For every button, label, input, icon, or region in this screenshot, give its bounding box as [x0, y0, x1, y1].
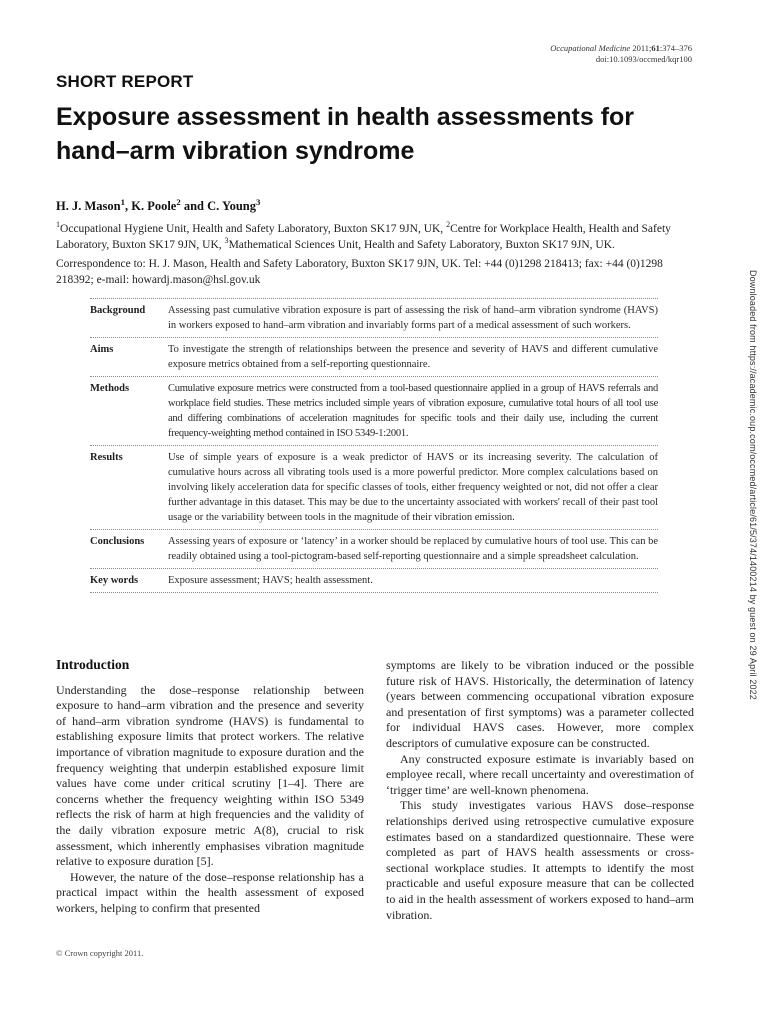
affiliation-text: Occupational Hygiene Unit, Health and Safety Laboratory, Buxton SK17 9JN, UK, [60, 223, 447, 235]
author-separator: and [180, 199, 208, 213]
author-2 [131, 196, 208, 213]
download-watermark: Downloaded from https://academic.oup.com/occmed/article/61/5/374/1400214 by guest on 29 April 2022 [748, 270, 758, 700]
article-title: Exposure assessment in health assessments for hand–arm vibration syndrome [56, 103, 635, 165]
paragraph: However, the nature of the dose–response relationship has a practical impact within the health assessment of exposed workers, helping to confirm that presented [56, 869, 364, 915]
abstract-text: To investigate the strength of relationships between the presence and severity of HAVS and different cumulative exposure metrics obtained from a self-reporting questionnaire. [168, 344, 658, 370]
affiliation-text: Mathematical Sciences Unit, Health and Safety Laboratory, Buxton SK17 9JN, UK. [228, 239, 615, 251]
paragraph: symptoms are likely to be vibration induced or the possible future risk of HAVS. Historically, the determination of latency (years between commencing occupational vibration exposure and presentation of first symptoms) was a parameter collected for individual HAVS cases. However, more complex descriptors of cumulative exposure can be constructed. [386, 658, 694, 750]
abstract-label: Methods [90, 383, 130, 394]
author-separator: , [124, 199, 132, 213]
author-list [56, 196, 261, 214]
abstract-label: Aims [90, 344, 114, 355]
affiliations [56, 221, 696, 253]
abstract-background [90, 299, 658, 338]
affiliation-number: 3 [224, 236, 229, 246]
affiliation-number: 2 [446, 220, 451, 230]
journal-year: 2011; [632, 43, 652, 53]
abstract-methods [90, 377, 658, 446]
journal-pages: :374–376 [659, 43, 692, 53]
journal-reference [432, 43, 692, 65]
abstract-label: Results [90, 452, 123, 463]
correspondence: Correspondence to: H. J. Mason, Health and Safety Laboratory, Buxton SK17 9JN, UK. Tel: +44 (0)1298 218413; fax: +44 (0)1298 218392; e-mail: howardj.mason@hsl.gov.uk [56, 258, 663, 286]
author-1 [56, 196, 132, 213]
abstract-text: Assessing years of exposure or ‘latency’ in a worker should be replaced by cumulative hours of tool use. This can be readily obtained using a tool-pictogram-based self-reporting questionnaire and a simple spreadsheet calculation. [168, 536, 658, 562]
abstract-results [90, 446, 658, 530]
body-column-right [386, 658, 694, 923]
abstract-conclusions [90, 530, 658, 569]
section-heading: Introduction [56, 657, 130, 672]
journal-name: Occupational Medicine [550, 43, 631, 53]
abstract-label: Conclusions [90, 536, 145, 547]
affiliation-text: Centre for Workplace Health, Health and Safety Laboratory, Buxton SK17 9JN, UK, [56, 223, 671, 251]
abstract-text: Assessing past cumulative vibration exposure is part of assessing the risk of hand–arm vibration syndrome (HAVS) in workers exposed to hand–arm vibration and invariably forms part of a medical assessment of such workers. [168, 305, 658, 331]
abstract-label: Background [90, 305, 146, 316]
paragraph: Any constructed exposure estimate is invariably based on employee recall, where recall uncertainty and overestimation of ‘trigger time’ are well-known phenomena. [386, 751, 694, 797]
journal-citation-line [432, 43, 692, 54]
copyright-notice: © Crown copyright 2011. [56, 948, 144, 958]
author-affiliation-mark: 3 [256, 196, 261, 207]
abstract-keywords [90, 569, 658, 593]
author-affiliation-mark: 1 [120, 196, 125, 207]
author-3 [207, 196, 261, 213]
author-name: C. Young [207, 199, 256, 213]
abstract-box [90, 298, 658, 593]
author-name: H. J. Mason [56, 199, 121, 213]
author-affiliation-mark: 2 [176, 196, 181, 207]
author-name: K. Poole [131, 199, 177, 213]
abstract-aims [90, 338, 658, 377]
abstract-text: Exposure assessment; HAVS; health assessment. [168, 575, 373, 586]
journal-doi: doi:10.1093/occmed/kqr100 [595, 54, 692, 64]
body-column-left [56, 657, 364, 917]
abstract-label: Key words [90, 575, 139, 586]
journal-volume: 61 [651, 43, 660, 53]
abstract-text: Use of simple years of exposure is a weak predictor of HAVS or its increasing severity. The calculation of cumulative hours across all vibrating tools used is a more powerful predictor. More complex calculations based on involving likely acceleration data for specific classes of tools, either frequency weighted or not, did not offer a clear further advantage in this dataset. This may be due to the uncertainty associated with workers' recall of their past tool usage or the variability between tools in the magnitude of their vibration emission. [168, 452, 658, 523]
section-label: SHORT REPORT [56, 72, 194, 91]
affiliation-number: 1 [56, 220, 61, 230]
abstract-text: Cumulative exposure metrics were constructed from a tool-based questionnaire applied in a group of HAVS referrals and workplace field studies. These metrics included simple years of vibration exposure, cumulative total hours of all tool use and differing combinations of acceleration magnitudes for specific tools and their daily use, including the current frequency-weighting method contained in ISO 5349-1:2001. [168, 383, 658, 439]
paragraph: This study investigates various HAVS dose–response relationships derived using retrospective cumulative exposure estimates based on a standardized questionnaire. These were completed as part of HAVS health assessments or cross-sectional workplace studies. It attempts to identify the most practicable and useful exposure measure that can be collected to aid in the health assessment of workers exposed to hand–arm vibration. [386, 798, 694, 922]
paragraph: Understanding the dose–response relationship between exposure to hand–arm vibration and the presence and severity of hand–arm vibration syndrome (HAVS) is fundamental to establishing exposure limits that protect workers. The relative importance of vibration magnitude to exposure duration and the frequency weighting that underpin established exposure limit values have come under critical scrutiny [1–4]. There are concerns whether the frequency weighting within ISO 5349 reflects the risk of harm at high frequencies and the validity of the daily vibration exposure metric A(8), crucial to risk assessment, which inherently emphasises vibration magnitude relative to exposure duration [5]. [56, 682, 364, 869]
